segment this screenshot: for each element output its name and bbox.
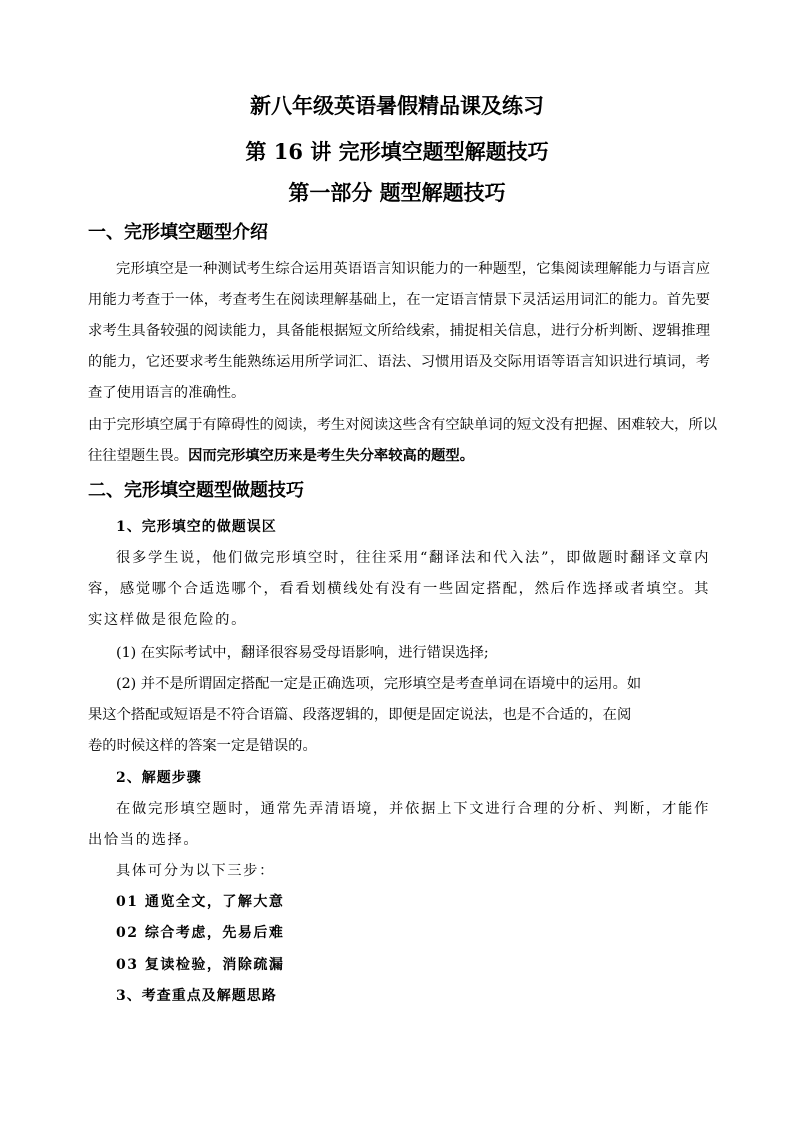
section2-paragraph2: 在做完形填空题时，通常先弄清语境，并依据上下文进行合理的分析、判断，才能作出恰当的选择。 — [88, 801, 710, 848]
lesson-title: 第 16 讲 完形填空题型解题技巧 — [245, 139, 549, 164]
section2-list-item2-line1: (2) 并不是所谓固定搭配一定是正确选项，完形填空是考查单词在语境中的运用。如 — [116, 676, 642, 692]
part-title: 第一部分 题型解题技巧 — [288, 180, 506, 205]
section2-paragraph3: 具体可分为以下三步： — [116, 863, 275, 879]
section1-heading: 一、完形填空题型介绍 — [88, 222, 268, 243]
section1-paragraph2-emphasis: 因而完形填空历来是考生失分率较高的题型。 — [188, 448, 475, 464]
section1-paragraph2-text: 往往望题生畏。 — [88, 448, 189, 464]
section1-paragraph1: 完形填空是一种测试考生综合运用英语语言知识能力的一种题型，它集阅读理解能力与语言应用能力考查于一体，考查考生在阅读理解基础上，在一定语言情景下灵活运用词汇的能力。首先要求考生具备较强的阅读能力，具备能根据短文所给线索，捕捉相关信息，进行分析判断、逻辑推理的能力，它还要求考生能熟练运用所学词汇、语法、习惯用语及交际用语等语言知识进行填词，考查了使用语言的准确性。 — [88, 261, 710, 401]
step-item-1: 01 通览全文，了解大意 — [116, 894, 285, 910]
section2-heading: 二、完形填空题型做题技巧 — [88, 480, 304, 501]
section2-list-item2-line2: 果这个搭配或短语是不符合语篇、段落逻辑的，即便是固定说法，也是不合适的，在阅 — [88, 707, 632, 723]
section2-paragraph1: 很多学生说，他们做完形填空时，往往采用“翻译法和代入法”，即做题时翻译文章内容，感觉哪个合适选哪个，看看划横线处有没有一些固定搭配，然后作选择或者填空。其实这样做是很危险的。 — [88, 550, 710, 628]
step-item-3: 03 复读检验，消除疏漏 — [116, 957, 285, 973]
step-item-2: 02 综合考虑，先易后难 — [116, 925, 285, 941]
section2-list-item2-line3: 卷的时候这样的答案一定是错误的。 — [88, 738, 317, 754]
section1-paragraph2-line1: 由于完形填空属于有障碍性的阅读，考生对阅读这些含有空缺单词的短文没有把握、困难较大，所以 — [88, 417, 718, 433]
section2-subheading2: 2、解题步骤 — [116, 770, 202, 786]
section2-subheading1: 1、完形填空的做题误区 — [116, 519, 277, 535]
section2-subheading3: 3、考查重点及解题思路 — [116, 988, 277, 1004]
document-title: 新八年级英语暑假精品课及练习 — [250, 93, 544, 118]
section1-paragraph2-line2 — [88, 444, 474, 468]
section2-list-item1: (1) 在实际考试中，翻译很容易受母语影响，进行错误选择; — [116, 645, 489, 661]
